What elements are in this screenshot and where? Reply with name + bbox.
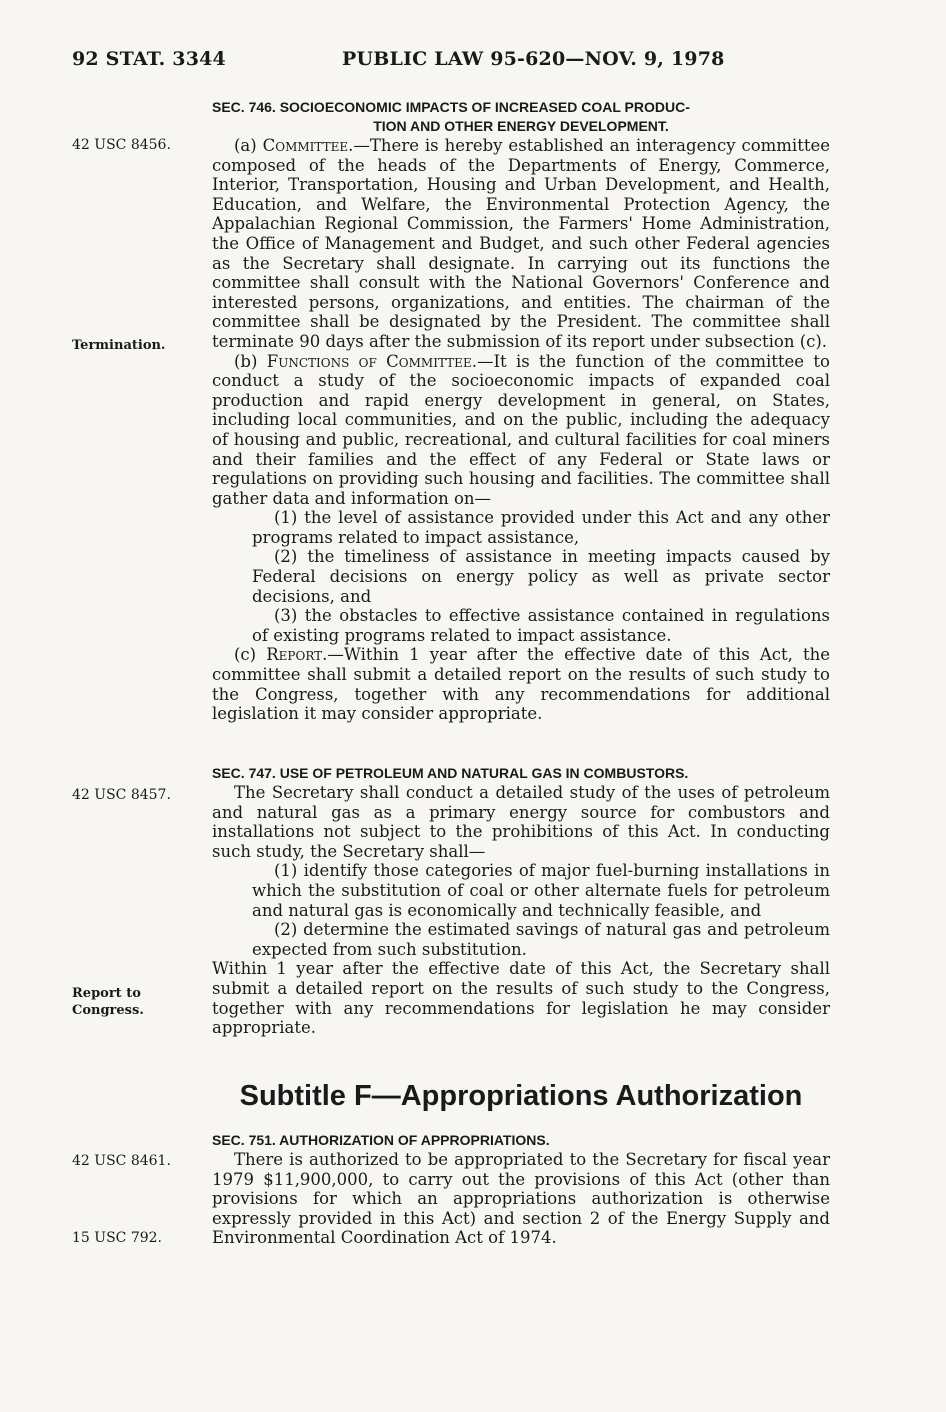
margin-note-report-line1: Report to <box>72 986 141 1001</box>
section-751-heading: SEC. 751. AUTHORIZATION OF APPROPRIATIONS. <box>212 1132 550 1148</box>
subsection-b-item-1: (1) the level of assistance provided under this Act and any other programs related to impact assistance, <box>252 508 830 547</box>
section-746-heading-line1: SEC. 746. SOCIOECONOMIC IMPACTS OF INCREASED COAL PRODUC- <box>212 99 690 115</box>
section-746-subsection-b <box>212 352 830 509</box>
subsection-c-caption: Report. <box>266 645 328 665</box>
section-746-subsection-a <box>212 136 830 352</box>
page-running-title: PUBLIC LAW 95-620—NOV. 9, 1978 <box>342 48 725 70</box>
subsection-a-text: —There is hereby established an interagency committee composed of the heads of the Departments of Energy, Commerce, Interior, Transportation, Housing and Urban Development, and Health, Education, and Welfare, the Environmental Protection Agency, the Appalachian Regional Commission, the Farmers' Home Administration, the Office of Management and Budget, and such other Federal agencies as the Secretary shall designate. In carrying out its functions the committee shall consult with the National Governors' Conference and interested persons, organizations, and entities. The chairman of the committee shall be designated by the President. The committee shall terminate 90 days after the submission of its report under subsection (c). <box>212 136 830 351</box>
subsection-a-caption: Committee. <box>262 136 354 155</box>
section-746-subsection-c <box>212 645 830 723</box>
section-747-closing: Within 1 year after the effective date of this Act, the Secretary shall submit a detailed report on the results of such study to the Congress, together with any recommendations for legislation he may consider appropriate. <box>212 959 830 1038</box>
margin-note-usc-792: 15 USC 792. <box>72 1230 162 1246</box>
section-747 <box>212 764 830 1038</box>
section-747-item-1: (1) identify those categories of major fuel-burning installations in which the substitution of coal or other alternate fuels for petroleum and natural gas is economically and technically feasible, and <box>252 861 830 920</box>
section-746 <box>212 98 830 724</box>
subsection-c-text: —Within 1 year after the effective date of this Act, the committee shall submit a detailed report on the results of such study to the Congress, together with any recommendations for additional legislation it may consider appropriate. <box>212 645 830 724</box>
subsection-c-label: (c) <box>234 645 267 665</box>
subsection-b-text: —It is the function of the committee to conduct a study of the socioeconomic impacts of expanded coal production and rapid energy development in general, on States, including local communities, and on the public, including the adequacy of housing and public, recreational, and cultural facilities for coal miners and their families and the effect of any Federal or State laws or regulations on providing such housing and facilities. The committee shall gather data and information on— <box>212 351 830 508</box>
subtitle-heading: Subtitle F—Appropriations Authorization <box>239 1080 803 1112</box>
margin-note-usc-8456: 42 USC 8456. <box>72 137 171 153</box>
margin-note-usc-8457: 42 USC 8457. <box>72 787 171 803</box>
margin-note-termination: Termination. <box>72 338 166 353</box>
section-751 <box>212 1131 830 1248</box>
subsection-b-item-3: (3) the obstacles to effective assistance contained in regulations of existing programs related to impact assistance. <box>252 606 830 645</box>
subsection-b-item-2: (2) the timeliness of assistance in meeting impacts caused by Federal decisions on energy policy as well as private sector decisions, and <box>252 547 830 606</box>
section-751-text: There is authorized to be appropriated to the Secretary for fiscal year 1979 $11,900,000, to carry out the provisions of this Act (other than provisions for which an appropriations authorization is otherwise expressly provided in this Act) and section 2 of the Energy Supply and Environmental Coordination Act of 1974. <box>212 1150 830 1248</box>
section-747-intro: The Secretary shall conduct a detailed study of the uses of petroleum and natural gas as a primary energy source for combustors and installations not subject to the prohibitions of this Act. In conducting such study, the Secretary shall— <box>212 783 830 861</box>
section-746-heading-line2: TION AND OTHER ENERGY DEVELOPMENT. <box>373 118 669 134</box>
margin-note-report-line2: Congress. <box>72 1003 144 1018</box>
subsection-b-caption: Functions of Committee. <box>266 351 477 371</box>
subsection-b-label: (b) <box>234 351 267 371</box>
section-747-item-2: (2) determine the estimated savings of natural gas and petroleum expected from such substitution. <box>252 920 830 959</box>
section-747-heading: SEC. 747. USE OF PETROLEUM AND NATURAL GAS IN COMBUSTORS. <box>212 765 689 781</box>
margin-note-usc-8461: 42 USC 8461. <box>72 1153 171 1169</box>
margin-note-report-to-congress <box>72 985 144 1019</box>
subsection-a-label: (a) <box>234 136 263 155</box>
page-stat-number: 92 STAT. 3344 <box>72 48 226 70</box>
